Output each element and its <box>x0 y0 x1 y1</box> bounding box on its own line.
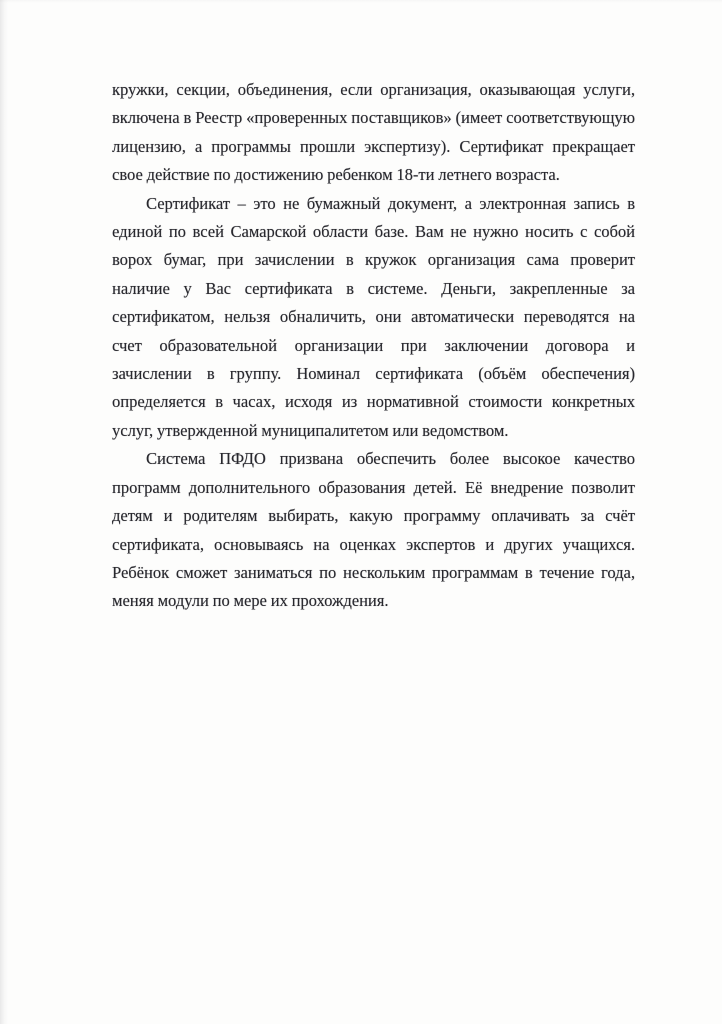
scan-shadow-left <box>0 0 8 1024</box>
paragraph <box>112 76 635 190</box>
paragraph <box>112 445 635 615</box>
text-line: сертификата, основываясь на оценках экспертов и других учащихся. <box>112 534 635 554</box>
text-line: детям и родителям выбирать, какую программу оплачивать за счёт <box>112 506 635 526</box>
text-line: лицензию, а программы прошли экспертизу). Сертификат прекращает <box>112 136 635 156</box>
text-line: определяется в часах, исходя из нормативной стоимости конкретных <box>112 392 635 412</box>
text-line: сертификатом, нельзя обналичить, они автоматически переводятся на <box>112 307 635 327</box>
text-line: кружки, секции, объединения, если организация, оказывающая услуги, <box>112 80 635 99</box>
scan-shadow-top <box>0 0 722 3</box>
text-line: наличие у Вас сертификата в системе. Деньги, закрепленные за <box>112 278 635 298</box>
text-line: единой по всей Самарской области базе. Вам не нужно носить с собой <box>112 222 635 242</box>
document-text <box>112 76 635 616</box>
text-line: Система ПФДО призвана обеспечить более высокое качество <box>146 449 635 469</box>
text-line: меняя модули по мере их прохождения. <box>112 591 389 611</box>
text-line: включена в Реестр «проверенных поставщиков» (имеет соответствующую <box>112 108 635 128</box>
text-line: Сертификат – это не бумажный документ, а электронная запись в <box>146 193 635 213</box>
text-line: ворох бумаг, при зачислении в кружок организация сама проверит <box>112 250 635 270</box>
text-line: Ребёнок сможет заниматься по нескольким программам в течение года, <box>112 562 635 582</box>
paragraph <box>112 190 635 446</box>
text-line: зачислении в группу. Номинал сертификата (объём обеспечения) <box>112 364 635 384</box>
text-line: услуг, утвержденной муниципалитетом или ведомством. <box>112 420 509 440</box>
text-line: программ дополнительного образования детей. Её внедрение позволит <box>112 477 635 497</box>
text-line: свое действие по достижению ребенком 18-ти летнего возраста. <box>112 165 560 185</box>
text-line: счет образовательной организации при заключении договора и <box>112 335 635 355</box>
